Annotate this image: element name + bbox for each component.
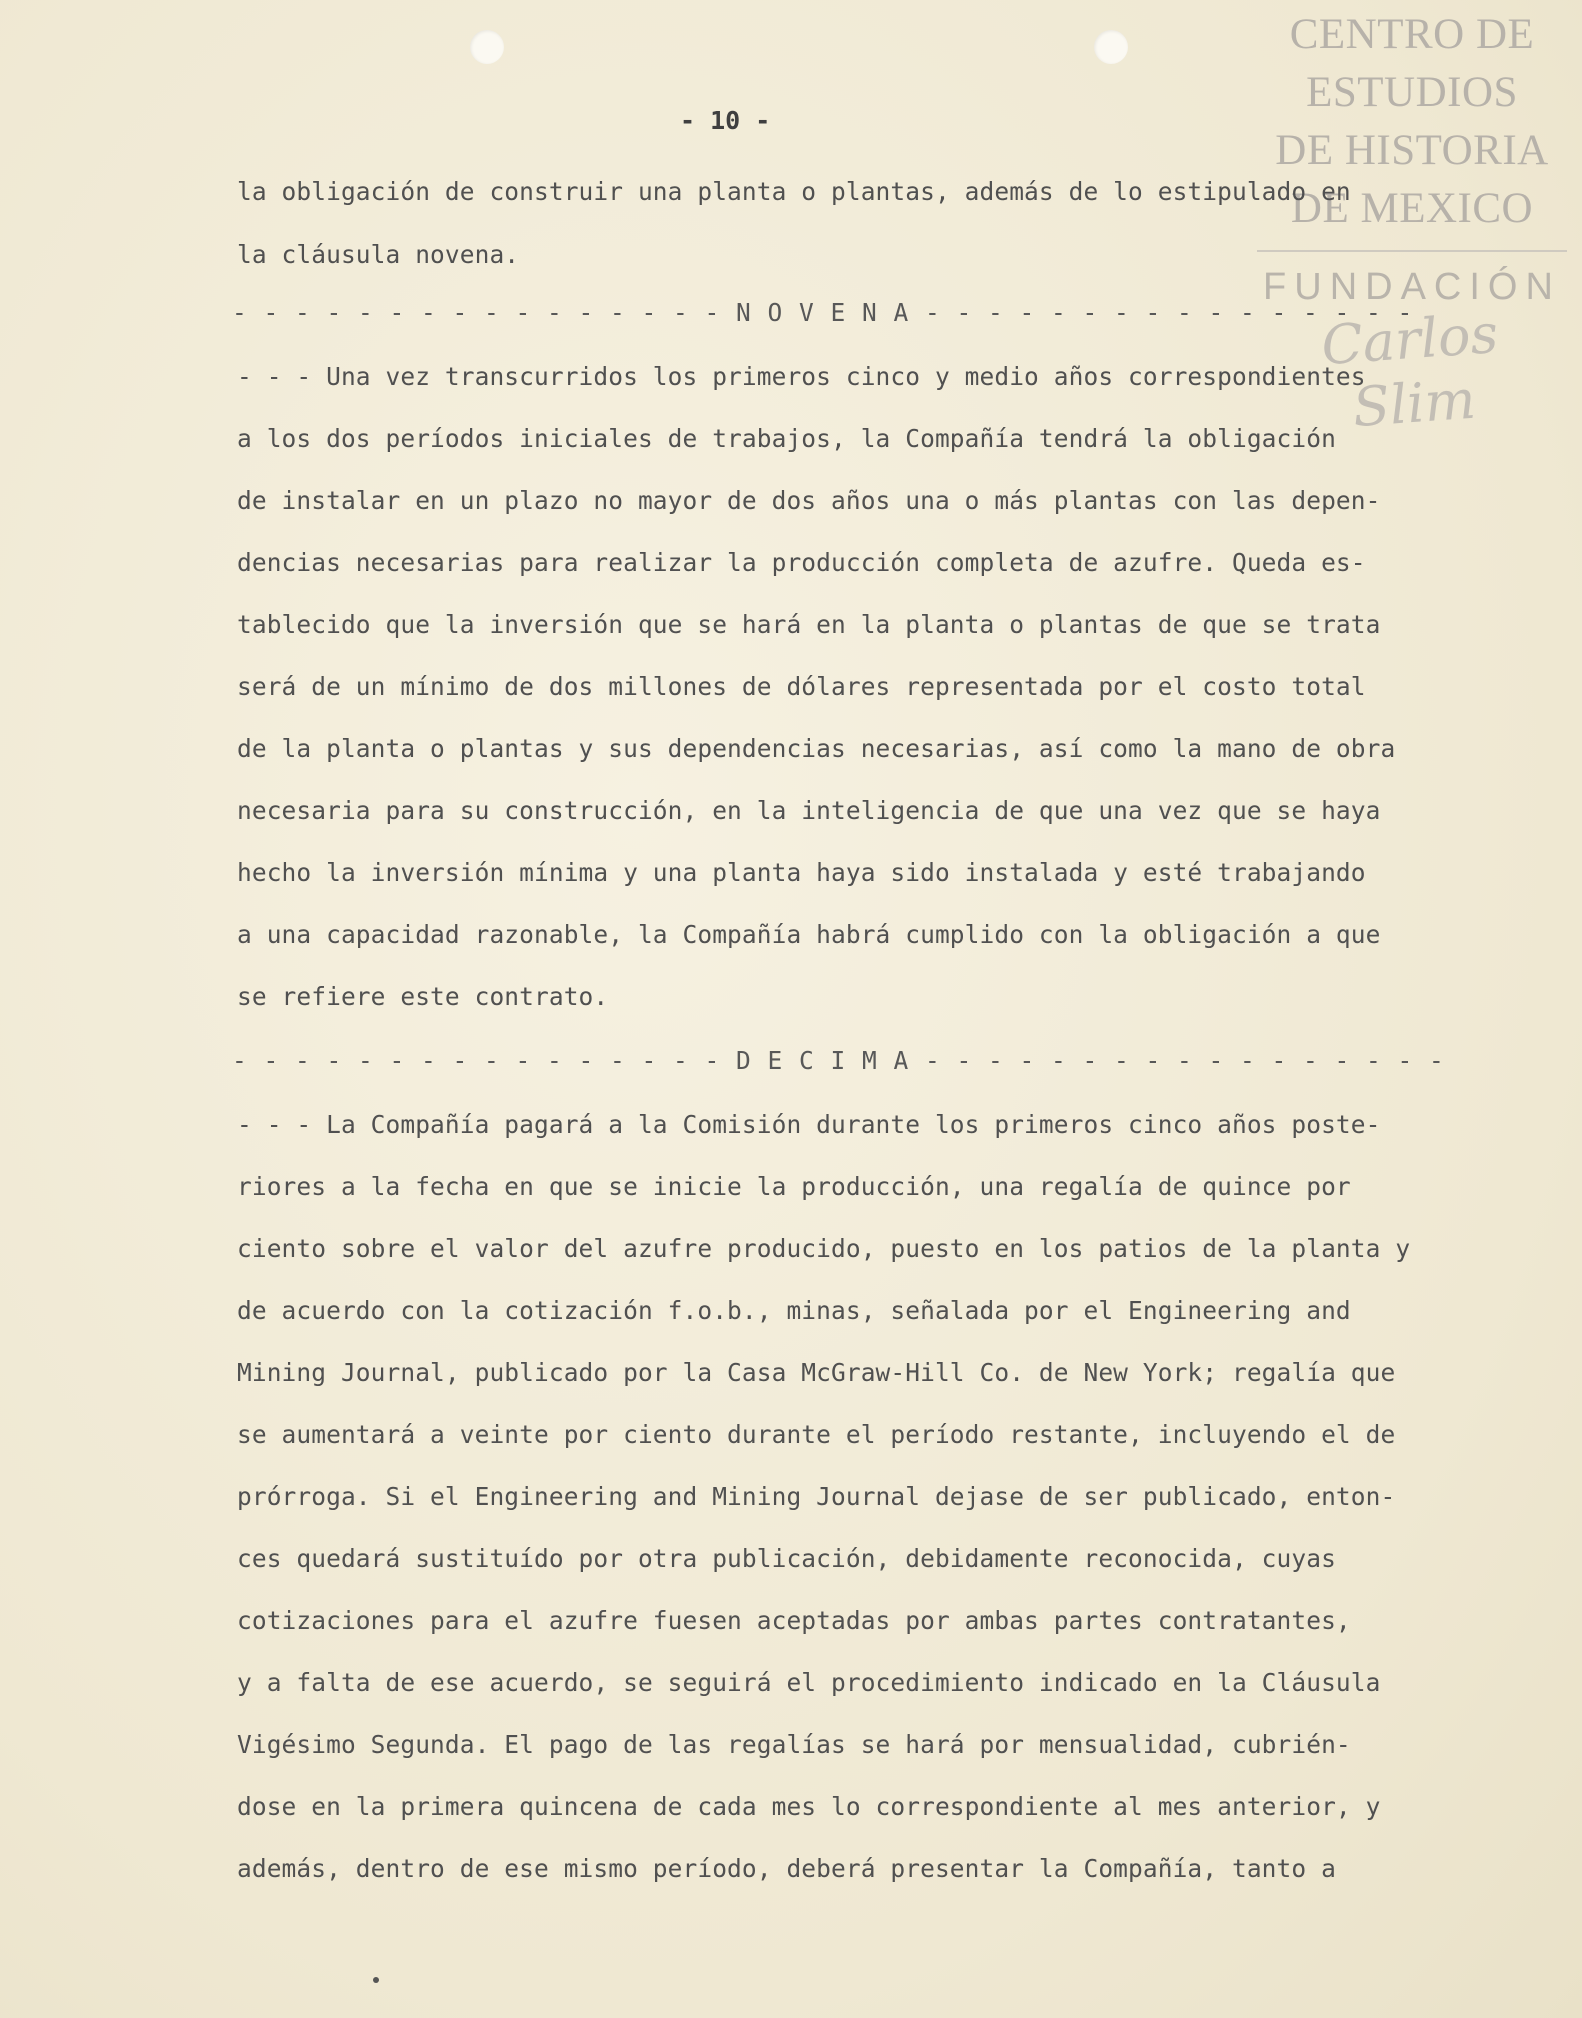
body-line: ces quedará sustituído por otra publicación, debidamente reconocida, cuyas — [237, 1544, 1336, 1573]
ink-dot — [373, 1977, 379, 1983]
watermark-line-4: DE MEXICO — [1290, 185, 1534, 232]
body-line: Vigésimo Segunda. El pago de las regalías se hará por mensualidad, cubrién- — [237, 1730, 1351, 1759]
body-line: - - - La Compañía pagará a la Comisión durante los primeros cinco años poste- — [237, 1110, 1381, 1139]
body-line: y a falta de ese acuerdo, se seguirá el procedimiento indicado en la Cláusula — [237, 1668, 1381, 1697]
watermark-fundacion: FUNDACIÓN — [1263, 266, 1561, 308]
body-line: a una capacidad razonable, la Compañía habrá cumplido con la obligación a que — [237, 920, 1381, 949]
watermark-line-2: ESTUDIOS — [1306, 69, 1518, 116]
body-line: Mining Journal, publicado por la Casa McGraw-Hill Co. de New York; regalía que — [237, 1358, 1396, 1387]
body-line: de instalar en un plazo no mayor de dos años una o más plantas con las depen- — [237, 486, 1381, 515]
punch-hole-right — [1094, 30, 1128, 64]
body-line: necesaria para su construcción, en la inteligencia de que una vez que se haya — [237, 796, 1381, 825]
page-number: - 10 - — [680, 106, 771, 135]
body-line: - - - Una vez transcurridos los primeros cinco y medio años correspondientes — [237, 362, 1366, 391]
body-line: la obligación de construir una planta o plantas, además de lo estipulado en — [237, 177, 1351, 206]
body-line: prórroga. Si el Engineering and Mining Journal dejase de ser publicado, enton- — [237, 1482, 1396, 1511]
watermark-line-1: CENTRO DE — [1289, 11, 1535, 58]
body-line: de acuerdo con la cotización f.o.b., minas, señalada por el Engineering and — [237, 1296, 1351, 1325]
watermark-line-3: DE HISTORIA — [1275, 127, 1549, 174]
body-line: a los dos períodos iniciales de trabajos, la Compañía tendrá la obligación — [237, 424, 1336, 453]
body-line: la cláusula novena. — [237, 240, 520, 269]
body-line: riores a la fecha en que se inicie la producción, una regalía de quince por — [237, 1172, 1351, 1201]
body-line: se refiere este contrato. — [237, 982, 609, 1011]
body-line: se aumentará a veinte por ciento durante el período restante, incluyendo el de — [237, 1420, 1396, 1449]
punch-hole-left — [470, 30, 504, 64]
body-line: dose en la primera quincena de cada mes lo correspondiente al mes anterior, y — [237, 1792, 1381, 1821]
body-line: tablecido que la inversión que se hará en la planta o plantas de que se trata — [237, 610, 1381, 639]
body-line: de la planta o plantas y sus dependencias necesarias, así como la mano de obra — [237, 734, 1396, 763]
body-line: cotizaciones para el azufre fuesen aceptadas por ambas partes contratantes, — [237, 1606, 1351, 1635]
body-line: ciento sobre el valor del azufre producido, puesto en los patios de la planta y — [237, 1234, 1411, 1263]
watermark-divider — [1257, 250, 1567, 252]
body-line: además, dentro de ese mismo período, deberá presentar la Compañía, tanto a — [237, 1854, 1336, 1883]
section-heading-decima: - - - - - - - - - - - - - - - - D E C I M A - - - - - - - - - - - - - - - - - — [232, 1046, 1445, 1075]
body-line: será de un mínimo de dos millones de dólares representada por el costo total — [237, 672, 1366, 701]
watermark-signature: Carlos Slim — [1319, 301, 1501, 440]
body-line: dencias necesarias para realizar la producción completa de azufre. Queda es- — [237, 548, 1366, 577]
section-heading-novena: - - - - - - - - - - - - - - - - N O V E N A - - - - - - - - - - - - - - - - — [232, 298, 1414, 327]
body-line: hecho la inversión mínima y una planta haya sido instalada y esté trabajando — [237, 858, 1366, 887]
